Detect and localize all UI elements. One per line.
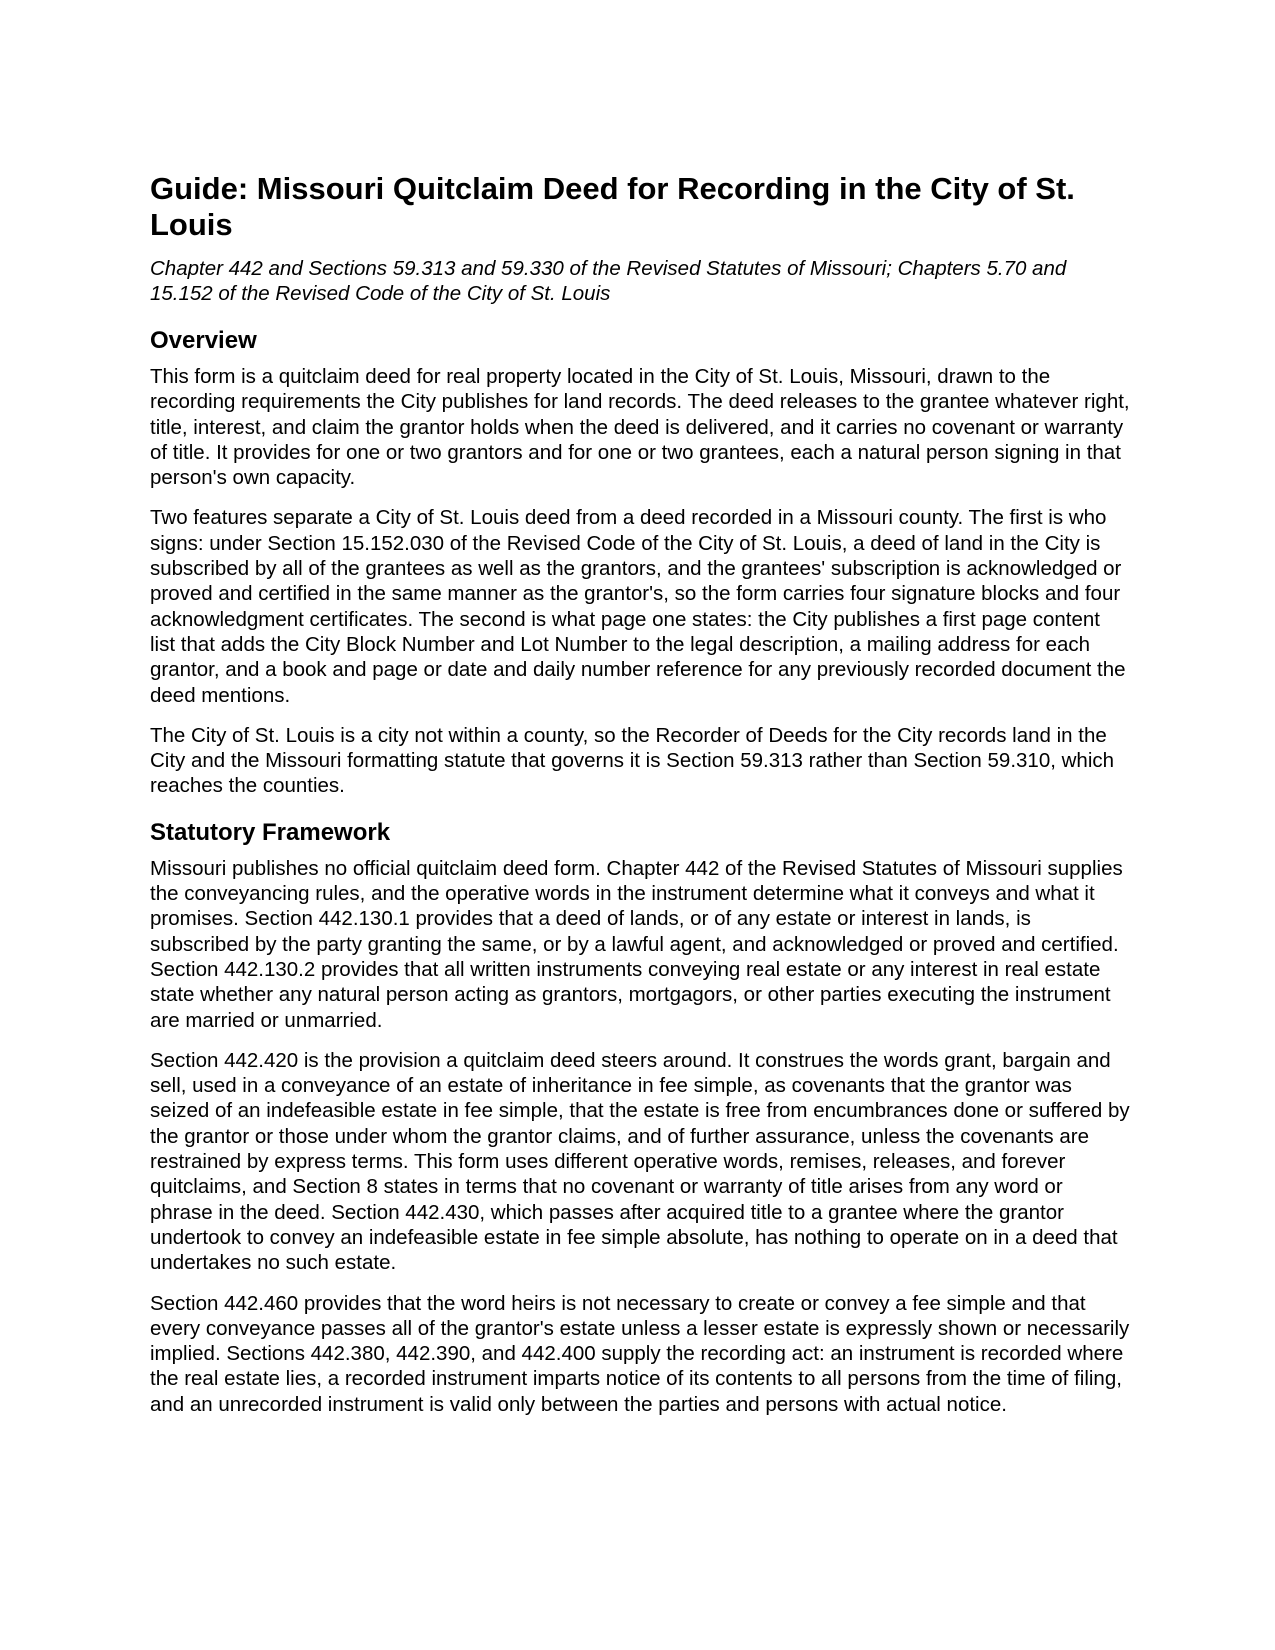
section-heading-statutory-framework: Statutory Framework bbox=[150, 818, 391, 846]
paragraph: The City of St. Louis is a city not within a county, so the Recorder of Deeds for the City records land in the City and the Missouri formatting statute that governs it is Section 59.313 rather than Section 59.310, which reaches the counties. bbox=[150, 723, 1115, 798]
paragraph: Section 442.460 provides that the word heirs is not necessary to create or convey a fee simple and that every conveyance passes all of the grantor's estate unless a lesser estate is expressly shown or necessarily implied. Sections 442.380, 442.390, and 442.400 supply the recording act: an instrument is recorded where the real estate lies, a recorded instrument imparts notice of its contents to all persons from the time of filing, and an unrecorded instrument is valid only between the parties and persons with actual notice. bbox=[150, 1291, 1130, 1416]
statutory-citation: Chapter 442 and Sections 59.313 and 59.330 of the Revised Statutes of Missouri; Chapters 5.70 and 15.152 of the Revised Code of the City of St. Louis bbox=[150, 257, 1067, 305]
document-page bbox=[150, 171, 1130, 1417]
paragraph: Missouri publishes no official quitclaim deed form. Chapter 442 of the Revised Statutes of Missouri supplies the conveyancing rules, and the operative words in the instrument determine what it conveys and what it promises. Section 442.130.1 provides that a deed of lands, or of any estate or interest in lands, is subscribed by the party granting the same, or by a lawful agent, and acknowledged or proved and certified. Section 442.130.2 provides that all written instruments conveying real estate or any interest in real estate state whether any natural person acting as grantors, mortgagors, or other parties executing the instrument are married or unmarried. bbox=[150, 856, 1123, 1032]
paragraph: Two features separate a City of St. Louis deed from a deed recorded in a Missouri county. The first is who signs: under Section 15.152.030 of the Revised Code of the City of St. Louis, a deed of land in the City is subscribed by all of the grantees as well as the grantors, and the grantees' subscription is acknowledged or proved and certified in the same manner as the grantor's, so the form carries four signature blocks and four acknowledgment certificates. The second is what page one states: the City publishes a first page content list that adds the City Block Number and Lot Number to the legal description, a mailing address for each grantor, and a book and page or date and daily number reference for any previously recorded document the deed mentions. bbox=[150, 506, 1126, 707]
page-title: Guide: Missouri Quitclaim Deed for Recording in the City of St. Louis bbox=[150, 171, 1075, 242]
paragraph: This form is a quitclaim deed for real property located in the City of St. Louis, Missouri, drawn to the recording requirements the City publishes for land records. The deed releases to the grantee whatever right, title, interest, and claim the grantor holds when the deed is delivered, and it carries no covenant or warranty of title. It provides for one or two grantors and for one or two grantees, each a natural person signing in that person's own capacity. bbox=[150, 365, 1130, 490]
paragraph: Section 442.420 is the provision a quitclaim deed steers around. It construes the words grant, bargain and sell, used in a conveyance of an estate of inheritance in fee simple, as covenants that the grantor was seized of an indefeasible estate in fee simple, that the estate is free from encumbrances done or suffered by the grantor or those under whom the grantor claims, and of further assurance, unless the covenants are restrained by express terms. This form uses different operative words, remises, releases, and forever quitclaims, and Section 8 states in terms that no covenant or warranty of title arises from any word or phrase in the deed. Section 442.430, which passes after acquired title to a grantee where the grantor undertook to convey an indefeasible estate in fee simple absolute, has nothing to operate on in a deed that undertakes no such estate. bbox=[150, 1048, 1130, 1275]
section-overview bbox=[150, 327, 1130, 799]
section-statutory-framework bbox=[150, 819, 1130, 1417]
section-heading-overview: Overview bbox=[150, 327, 257, 354]
